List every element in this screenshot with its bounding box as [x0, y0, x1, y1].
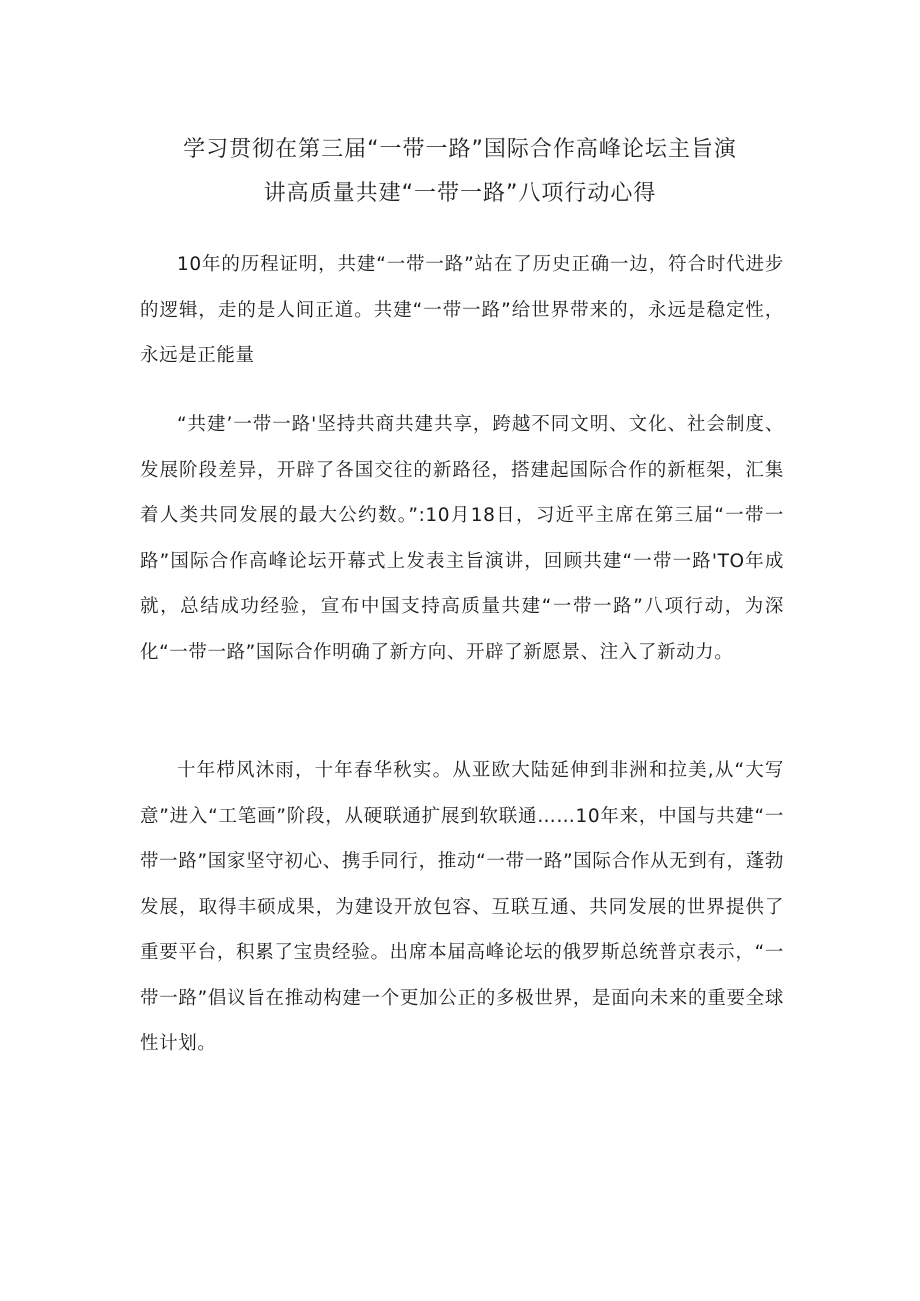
paragraph-2: “共建’一带一路'坚持共商共建共享，跨越不同文明、文化、社会制度、发展阶段差异，开辟了各国交往的新路径，搭建起国际合作的新框架，汇集着人类共同发展的最大公约数。”:10月18日，习近平主席在第三届“一带一路”国际合作高峰论坛开幕式上发表主旨演讲，回顾共建“一带一路'TO年成就，总结成功经验，宣布中国支持高质量共建“一带一路”八项行动，为深化“一带一路”国际合作明确了新方向、开辟了新愿景、注入了新动力。 [140, 414, 784, 663]
document-title [140, 128, 780, 216]
paragraph-3: 十年栉风沐雨，十年春华秋实。从亚欧大陆延伸到非洲和拉美,从“大写意”进入“工笔画”阶段，从硬联通扩展到软联通……10年来，中国与共建“一带一路”国家坚守初心、携手同行，推动“一带一路”国际合作从无到有，蓬勃发展，取得丰硕成果，为建设开放包容、互联互通、共同发展的世界提供了重要平台，积累了宝贵经验。出席本届高峰论坛的俄罗斯总统普京表示，“一带一路”倡议旨在推动构建一个更加公正的多极世界，是面向未来的重要全球性计划。 [140, 760, 784, 1054]
paragraph-1: 10年的历程证明，共建“一带一路”站在了历史正确一边，符合时代进步的逻辑，走的是人间正道。共建“一带一路”给世界带来的，永远是稳定性，永远是正能量 [140, 254, 784, 366]
title-line-2: 讲高质量共建“一带一路”八项行动心得 [263, 181, 657, 206]
title-line-1: 学习贯彻在第三届“一带一路”国际合作高峰论坛主旨演 [183, 137, 737, 162]
